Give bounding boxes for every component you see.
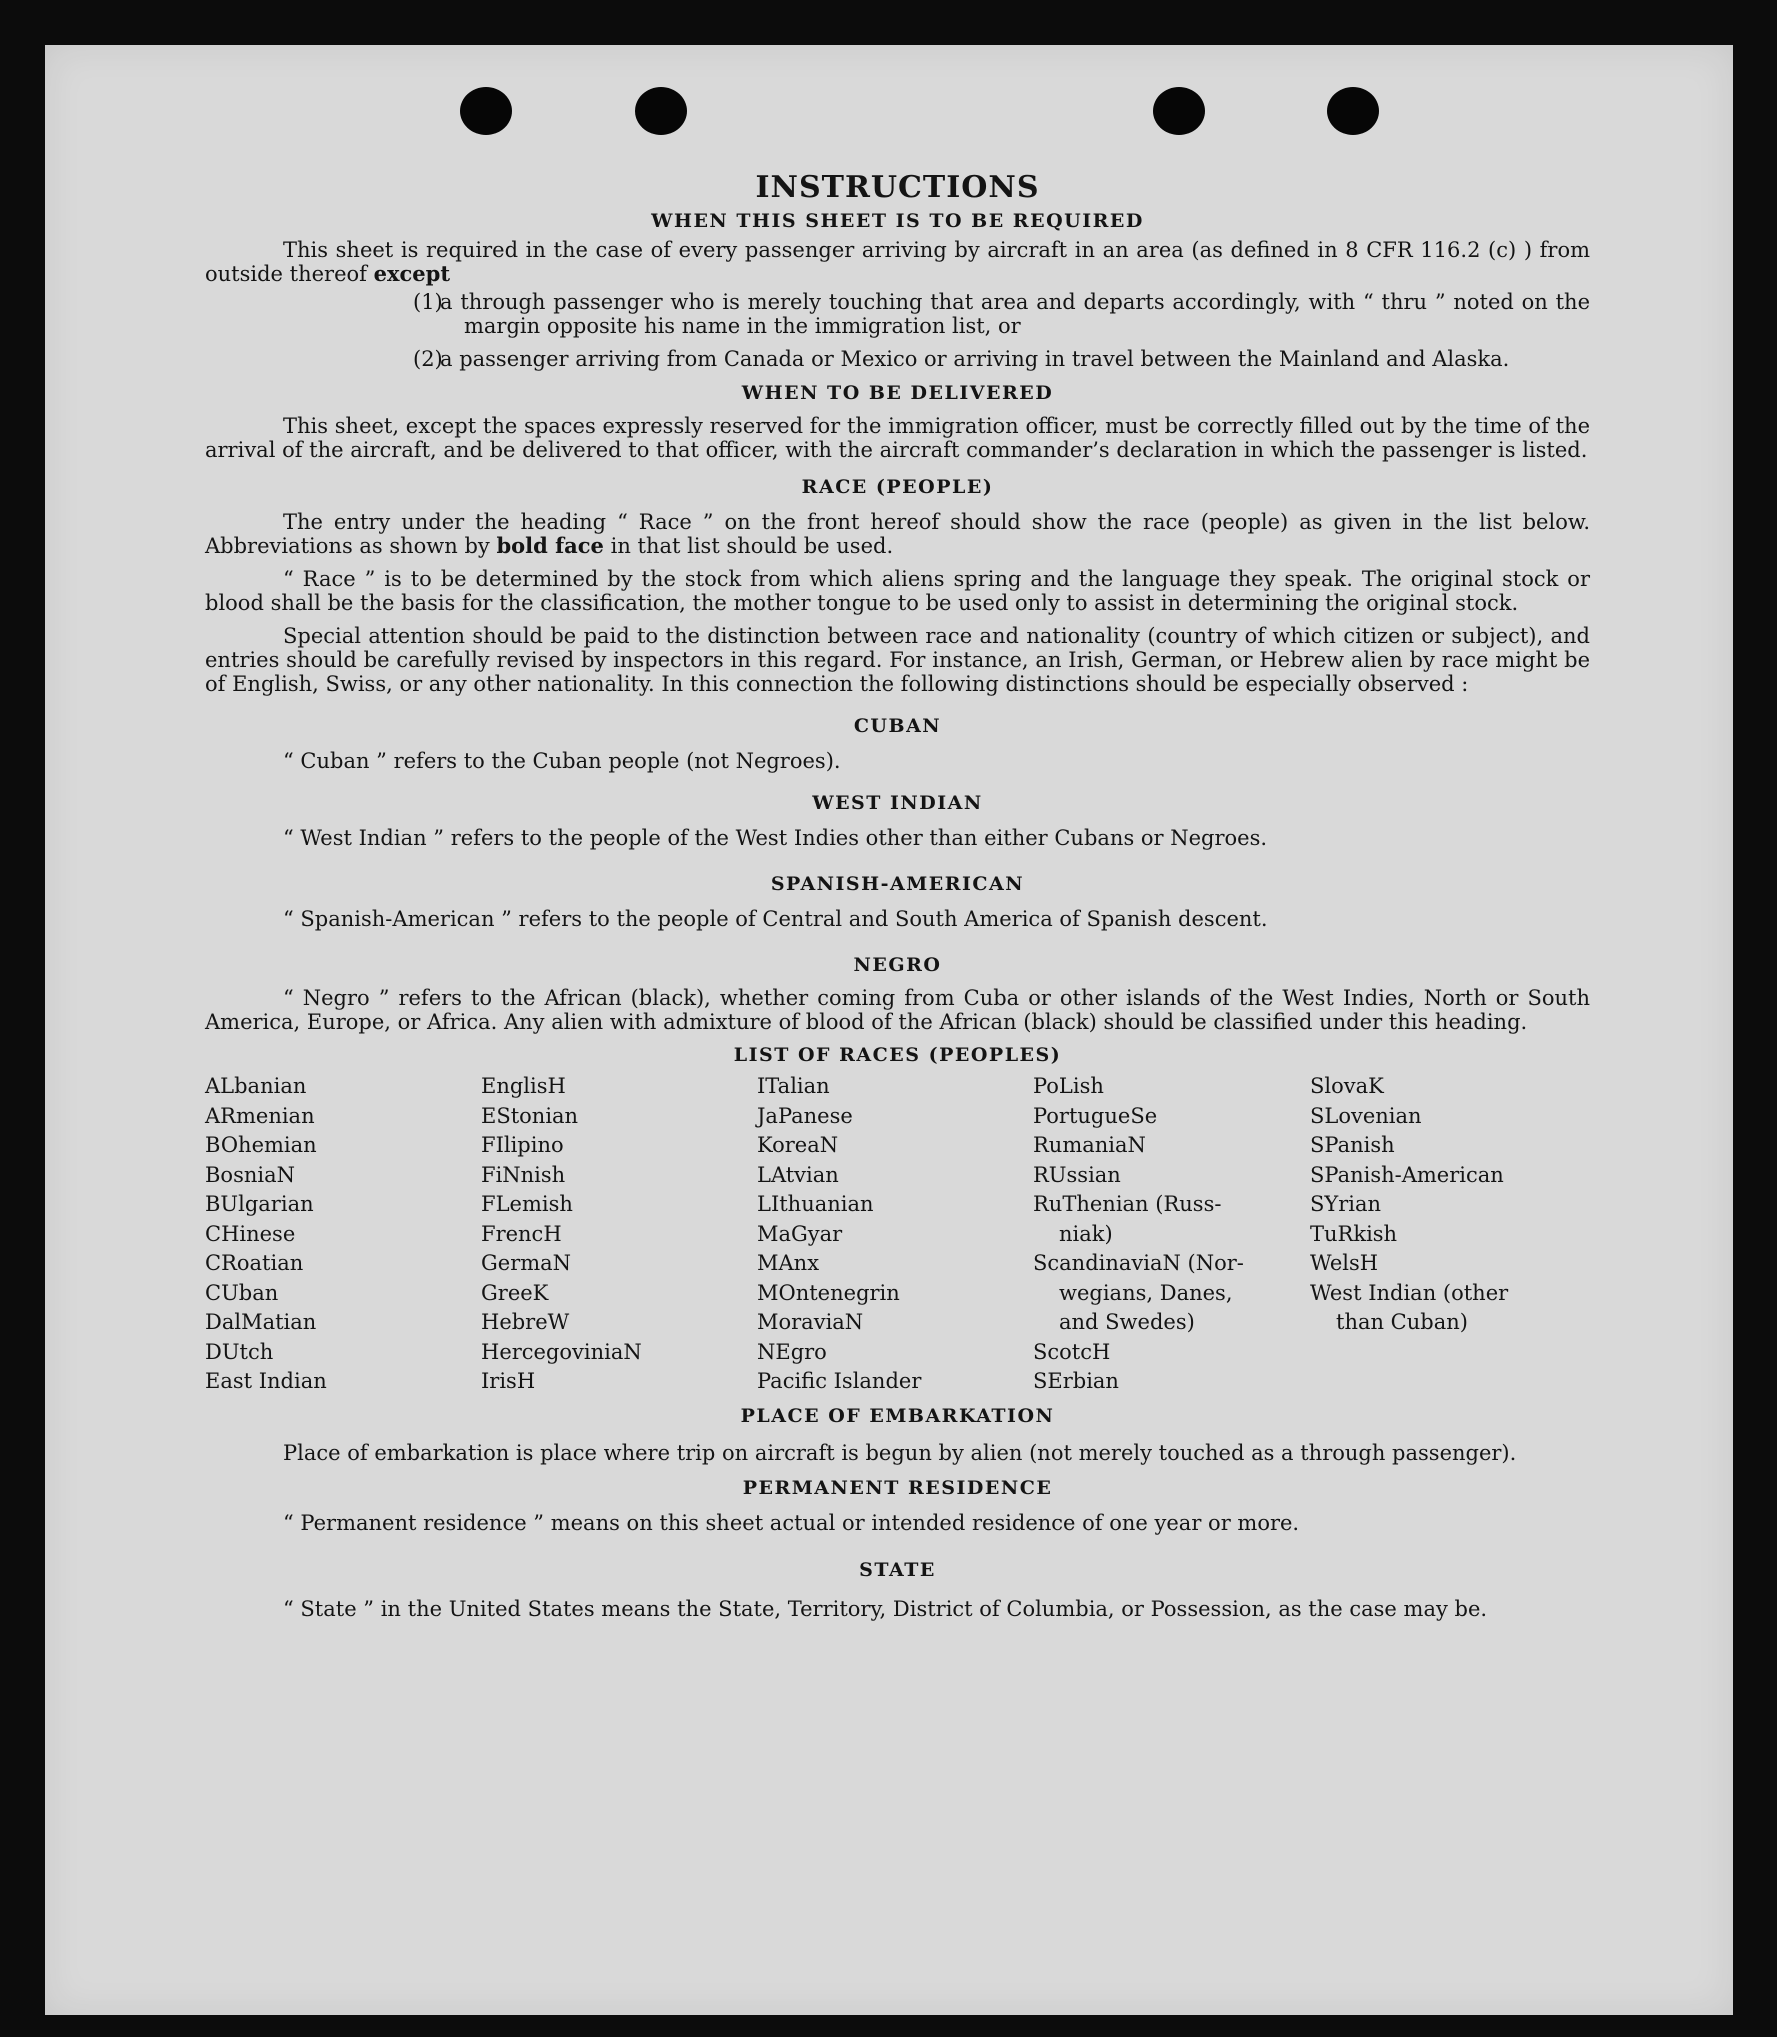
- race-entry: ALbanian: [205, 1074, 307, 1098]
- race-entry-continued: niak): [1059, 1221, 1113, 1246]
- race-entry: West Indian (other: [1310, 1280, 1509, 1305]
- race-entry: ITalian: [757, 1074, 830, 1098]
- race-p1-bold: bold face: [496, 533, 604, 558]
- race-entry-continued: than Cuban): [1336, 1310, 1468, 1334]
- race-entry: FIlipino: [481, 1133, 564, 1157]
- race-p1-end: in that list should be used.: [603, 534, 894, 558]
- race-entry: PortugueSe: [1033, 1103, 1158, 1128]
- race-entry: MaGyar: [757, 1221, 843, 1246]
- section-heading-cuban: CUBAN: [853, 715, 942, 737]
- when-delivered-text: This sheet, except the spaces expressly reserved for the immigration officer, must be correctly filled out by the time of the arrival of the aircraft, and be delivered to that officer, with the aircraft commander’s declaration in which the passenger is listed.: [205, 414, 1590, 462]
- races-column-3: [757, 1072, 1033, 1397]
- section-heading-race: RACE (PEOPLE): [801, 476, 994, 498]
- race-entry: MAnx: [757, 1251, 820, 1275]
- race-entry: HebreW: [481, 1310, 570, 1334]
- race-entry: CUban: [205, 1280, 279, 1305]
- race-entry-continued: wegians, Danes,: [1059, 1280, 1233, 1305]
- race-entry: FrencH: [481, 1221, 562, 1246]
- race-entry: SlovaK: [1310, 1074, 1384, 1098]
- race-entry: SPanish-American: [1310, 1162, 1504, 1187]
- race-entry: Pacific Islander: [757, 1369, 922, 1393]
- race-entry: GermaN: [481, 1251, 572, 1275]
- race-entry: SPanish: [1310, 1133, 1395, 1157]
- when-required-except: except: [373, 261, 451, 286]
- race-entry: EnglisH: [481, 1074, 566, 1098]
- when-required-intro-text: This sheet is required in the case of every passenger arriving by aircraft in an area (as defined in 8 CFR 116.2 (c) ) from outside thereof: [205, 238, 1590, 286]
- race-entry: SErbian: [1033, 1369, 1119, 1393]
- race-entry: TuRkish: [1310, 1221, 1398, 1246]
- race-entry: IrisH: [481, 1369, 536, 1393]
- section-heading-when-required: WHEN THIS SHEET IS TO BE REQUIRED: [651, 210, 1144, 232]
- state-text: “ State ” in the United States means the State, Territory, District of Columbia, or Possession, as the case may be.: [283, 1596, 1488, 1621]
- section-heading-when-delivered: WHEN TO BE DELIVERED: [741, 382, 1054, 404]
- races-column-2: [481, 1072, 757, 1397]
- race-entry: SLovenian: [1310, 1103, 1422, 1128]
- section-heading-west-indian: WEST INDIAN: [812, 792, 983, 814]
- race-entry: East Indian: [205, 1369, 327, 1393]
- race-entry: CHinese: [205, 1221, 296, 1246]
- spanish-american-text: “ Spanish-American ” refers to the people of Central and South America of Spanish descent.: [283, 907, 1268, 931]
- cuban-text: “ Cuban ” refers to the Cuban people (not Negroes).: [283, 749, 841, 773]
- exception-text: a passenger arriving from Canada or Mexico or arriving in travel between the Mainland and Alaska.: [440, 347, 1510, 371]
- race-entry: DUtch: [205, 1339, 274, 1364]
- races-column-1: [205, 1072, 481, 1397]
- races-column-4: [1033, 1072, 1310, 1397]
- west-indian-text: “ West Indian ” refers to the people of the West Indies other than either Cubans or Negroes.: [283, 826, 1268, 850]
- race-entry: ARmenian: [205, 1103, 315, 1128]
- punch-hole: [460, 87, 512, 135]
- race-entry: BosniaN: [205, 1162, 295, 1187]
- instructions-body: [205, 170, 1590, 1626]
- section-heading-negro: NEGRO: [853, 954, 942, 976]
- section-heading-list-of-races: LIST OF RACES (PEOPLES): [733, 1044, 1062, 1066]
- exception-number: (2): [413, 347, 443, 371]
- exception-number: (1): [413, 290, 443, 314]
- race-entry: ScotcH: [1033, 1339, 1111, 1364]
- race-entry: LAtvian: [757, 1162, 839, 1187]
- race-entry: BUlgarian: [205, 1192, 314, 1216]
- race-entry: PoLish: [1033, 1074, 1104, 1098]
- race-entry: GreeK: [481, 1280, 549, 1305]
- section-heading-spanish-american: SPANISH-AMERICAN: [770, 873, 1025, 895]
- race-entry: MoraviaN: [757, 1310, 864, 1334]
- embarkation-text: Place of embarkation is place where trip on aircraft is begun by alien (not merely touched as a through passenger).: [283, 1440, 1517, 1465]
- negro-text: “ Negro ” refers to the African (black), whether coming from Cuba or other islands of the West Indies, North or South America, Europe, or Africa. Any alien with admixture of blood of the African (black) should be classified under this heading.: [205, 986, 1590, 1034]
- race-entry: FiNnish: [481, 1162, 566, 1187]
- race-entry: SYrian: [1310, 1192, 1382, 1216]
- race-entry: EStonian: [481, 1103, 579, 1128]
- section-heading-state: STATE: [859, 1558, 936, 1581]
- section-heading-embarkation: PLACE OF EMBARKATION: [740, 1404, 1055, 1427]
- race-entry: ScandinaviaN (Nor-: [1033, 1251, 1244, 1275]
- race-paragraph-1: [205, 510, 1590, 558]
- race-entry: WelsH: [1310, 1251, 1379, 1275]
- race-paragraph-3: Special attention should be paid to the distinction between race and nationality (country of which citizen or subject), and entries should be carefully revised by inspectors in this regard. For instance, an Irish, German, or Hebrew alien by race might be of English, Swiss, or any other nationality. In this connection the following distinctions should be especially observed :: [205, 624, 1590, 696]
- race-entry: BOhemian: [205, 1133, 317, 1157]
- when-required-intro: [205, 238, 1590, 286]
- exception-item-1: [205, 290, 1590, 338]
- race-entry: RumaniaN: [1033, 1133, 1146, 1157]
- race-entry: CRoatian: [205, 1251, 304, 1275]
- exception-text: a through passenger who is merely touching that area and departs accordingly, with “ thru ” noted on the margin opposite his name in the immigration list, or: [440, 290, 1590, 338]
- document-page: [45, 45, 1733, 2015]
- residence-text: “ Permanent residence ” means on this sheet actual or intended residence of one year or more.: [283, 1510, 1300, 1535]
- race-entry: JaPanese: [757, 1103, 853, 1128]
- race-entry-continued: and Swedes): [1059, 1310, 1195, 1334]
- race-entry: HercegoviniaN: [481, 1339, 642, 1364]
- race-entry: FLemish: [481, 1192, 573, 1216]
- race-entry: RuThenian (Russ-: [1033, 1192, 1222, 1216]
- exception-item-2: [205, 347, 1590, 371]
- race-entry: KoreaN: [757, 1133, 839, 1157]
- race-entry: DalMatian: [205, 1310, 317, 1334]
- race-paragraph-2: “ Race ” is to be determined by the stock from which aliens spring and the language they speak. The original stock or blood shall be the basis for the classification, the mother tongue to be used only to assist in determining the original stock.: [205, 567, 1590, 615]
- punch-hole: [1153, 87, 1205, 135]
- race-entry: MOntenegrin: [757, 1280, 900, 1305]
- races-column-5: [1310, 1072, 1590, 1397]
- race-entry: RUssian: [1033, 1162, 1121, 1187]
- race-entry: NEgro: [757, 1339, 827, 1364]
- races-list: [205, 1072, 1590, 1397]
- punch-hole: [635, 87, 687, 135]
- race-p1-text: The entry under the heading “ Race ” on the front hereof should show the race (people) as given in the list below. Abbreviations as shown by: [205, 510, 1590, 558]
- punch-hole: [1327, 87, 1379, 135]
- section-heading-permanent-residence: PERMANENT RESIDENCE: [742, 1476, 1053, 1499]
- page-title: INSTRUCTIONS: [755, 170, 1040, 205]
- race-entry: LIthuanian: [757, 1192, 874, 1216]
